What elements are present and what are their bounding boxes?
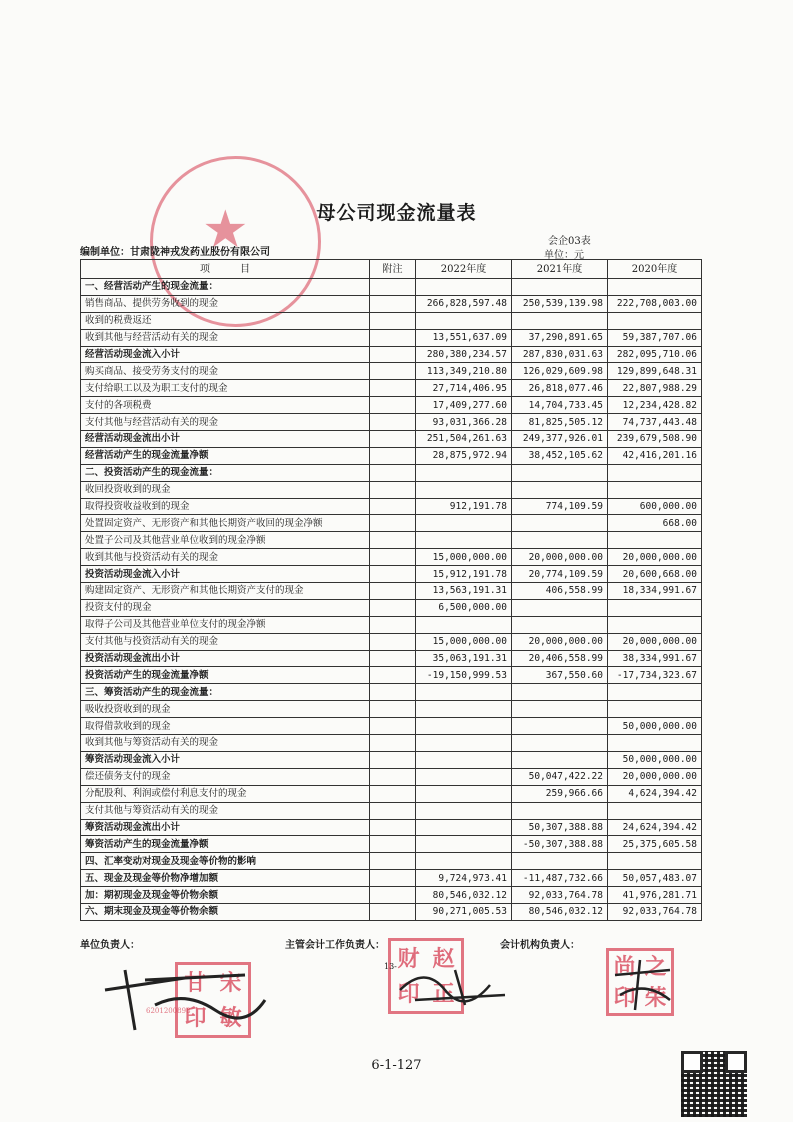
accounting-dept-head-signature-label: 会计机构负责人： <box>500 940 580 951</box>
page-mark: 13- <box>384 962 397 971</box>
row-note <box>370 903 416 920</box>
row-label: 二、投资活动产生的现金流量： <box>81 464 370 481</box>
row-label: 收到其他与投资活动有关的现金 <box>81 549 370 566</box>
row-note <box>370 802 416 819</box>
row-value-2020: 38,334,991.67 <box>608 650 702 667</box>
row-label: 支付的各项税费 <box>81 397 370 414</box>
row-value-2020: 222,708,003.00 <box>608 295 702 312</box>
row-value-2022 <box>416 751 512 768</box>
handwritten-signature-1 <box>95 950 275 1040</box>
row-value-2020 <box>608 481 702 498</box>
handwritten-signature-3 <box>610 955 680 1015</box>
row-label: 投资支付的现金 <box>81 599 370 616</box>
row-value-2022 <box>416 684 512 701</box>
company-name: 编制单位：甘肃陇神戎发药业股份有限公司 <box>80 247 270 258</box>
row-value-2020: 12,234,428.82 <box>608 397 702 414</box>
row-value-2021: 20,406,558.99 <box>512 650 608 667</box>
row-note <box>370 751 416 768</box>
row-value-2021 <box>512 701 608 718</box>
row-value-2022: 9,724,973.41 <box>416 870 512 887</box>
row-label: 四、汇率变动对现金及现金等价物的影响 <box>81 853 370 870</box>
table-row <box>81 853 702 870</box>
row-value-2022 <box>416 279 512 296</box>
row-value-2021: -11,487,732.66 <box>512 870 608 887</box>
row-label: 取得投资收益收到的现金 <box>81 498 370 515</box>
row-note <box>370 346 416 363</box>
table-row <box>81 599 702 616</box>
row-value-2021 <box>512 312 608 329</box>
row-value-2021: 37,290,891.65 <box>512 329 608 346</box>
row-label: 支付其他与经营活动有关的现金 <box>81 414 370 431</box>
row-note <box>370 279 416 296</box>
table-row <box>81 751 702 768</box>
table-row <box>81 279 702 296</box>
row-value-2021 <box>512 751 608 768</box>
header-item: 项 目 <box>81 260 370 279</box>
table-row <box>81 735 702 752</box>
row-note <box>370 735 416 752</box>
table-row <box>81 836 702 853</box>
row-value-2021: 81,825,505.12 <box>512 414 608 431</box>
row-label: 筹资活动现金流出小计 <box>81 819 370 836</box>
row-label: 收回投资收到的现金 <box>81 481 370 498</box>
table-row <box>81 312 702 329</box>
row-value-2021: 20,774,109.59 <box>512 566 608 583</box>
row-label: 支付其他与筹资活动有关的现金 <box>81 802 370 819</box>
row-note <box>370 481 416 498</box>
row-value-2021 <box>512 481 608 498</box>
row-value-2021: 38,452,105.62 <box>512 447 608 464</box>
table-row <box>81 583 702 600</box>
row-note <box>370 887 416 904</box>
handwritten-signature-2 <box>395 955 515 1015</box>
seal-serial: 6201200898 <box>146 1007 191 1015</box>
row-note <box>370 684 416 701</box>
row-value-2022: 90,271,005.53 <box>416 903 512 920</box>
row-value-2021 <box>512 279 608 296</box>
personal-seal-2: 财 赵 印 正 <box>388 938 464 1014</box>
row-value-2020 <box>608 279 702 296</box>
row-value-2022 <box>416 836 512 853</box>
row-note <box>370 464 416 481</box>
table-row <box>81 549 702 566</box>
row-label: 处置子公司及其他营业单位收到的现金净额 <box>81 532 370 549</box>
table-row <box>81 718 702 735</box>
table-row <box>81 566 702 583</box>
row-value-2020 <box>608 853 702 870</box>
row-label: 购买商品、接受劳务支付的现金 <box>81 363 370 380</box>
row-value-2022: 251,504,261.63 <box>416 431 512 448</box>
row-value-2021: 126,029,609.98 <box>512 363 608 380</box>
row-value-2020: 50,000,000.00 <box>608 751 702 768</box>
row-value-2021 <box>512 515 608 532</box>
row-value-2022: 266,828,597.48 <box>416 295 512 312</box>
row-value-2022 <box>416 853 512 870</box>
row-label: 销售商品、提供劳务收到的现金 <box>81 295 370 312</box>
row-value-2020: 25,375,605.58 <box>608 836 702 853</box>
table-row <box>81 481 702 498</box>
row-note <box>370 650 416 667</box>
table-row <box>81 515 702 532</box>
row-label: 加：期初现金及现金等价物余额 <box>81 887 370 904</box>
row-value-2022: 28,875,972.94 <box>416 447 512 464</box>
header-note: 附注 <box>370 260 416 279</box>
table-row <box>81 650 702 667</box>
row-note <box>370 431 416 448</box>
row-value-2020 <box>608 532 702 549</box>
row-value-2020: 4,624,394.42 <box>608 785 702 802</box>
row-label: 筹资活动现金流入小计 <box>81 751 370 768</box>
row-value-2022: 280,380,234.57 <box>416 346 512 363</box>
row-value-2021: 14,704,733.45 <box>512 397 608 414</box>
document-title: 母公司现金流量表 <box>316 202 477 224</box>
row-note <box>370 599 416 616</box>
row-value-2021: 250,539,139.98 <box>512 295 608 312</box>
table-row <box>81 701 702 718</box>
row-note <box>370 397 416 414</box>
table-row <box>81 363 702 380</box>
row-label: 支付给职工以及为职工支付的现金 <box>81 380 370 397</box>
row-value-2020 <box>608 802 702 819</box>
table-row <box>81 870 702 887</box>
personal-seal-1: 甘 宋 印 敏 <box>175 962 251 1038</box>
row-label: 购建固定资产、无形资产和其他长期资产支付的现金 <box>81 583 370 600</box>
row-value-2021 <box>512 718 608 735</box>
row-value-2020 <box>608 684 702 701</box>
table-row <box>81 768 702 785</box>
row-value-2020: 22,807,988.29 <box>608 380 702 397</box>
row-label: 收到其他与筹资活动有关的现金 <box>81 735 370 752</box>
row-value-2020 <box>608 599 702 616</box>
row-value-2022: 13,551,637.09 <box>416 329 512 346</box>
row-value-2021 <box>512 616 608 633</box>
table-row <box>81 380 702 397</box>
row-note <box>370 785 416 802</box>
row-value-2020: 74,737,443.48 <box>608 414 702 431</box>
row-note <box>370 295 416 312</box>
row-value-2021 <box>512 464 608 481</box>
qr-code-icon <box>681 1051 747 1117</box>
row-value-2021: 80,546,032.12 <box>512 903 608 920</box>
table-row <box>81 397 702 414</box>
row-value-2022 <box>416 785 512 802</box>
table-row <box>81 414 702 431</box>
row-note <box>370 667 416 684</box>
row-value-2022: 15,000,000.00 <box>416 549 512 566</box>
row-value-2020: 18,334,991.67 <box>608 583 702 600</box>
table-row <box>81 295 702 312</box>
row-value-2020: 20,000,000.00 <box>608 768 702 785</box>
table-row <box>81 498 702 515</box>
row-value-2022 <box>416 464 512 481</box>
row-note <box>370 380 416 397</box>
row-value-2022: 93,031,366.28 <box>416 414 512 431</box>
row-label: 偿还债务支付的现金 <box>81 768 370 785</box>
row-value-2022: 13,563,191.31 <box>416 583 512 600</box>
row-note <box>370 870 416 887</box>
row-value-2020 <box>608 616 702 633</box>
row-value-2020: 20,600,668.00 <box>608 566 702 583</box>
row-value-2022: -19,150,999.53 <box>416 667 512 684</box>
form-code: 会企03表 <box>548 236 591 247</box>
row-label: 投资活动产生的现金流量净额 <box>81 667 370 684</box>
row-value-2021: 774,109.59 <box>512 498 608 515</box>
row-value-2022: 6,500,000.00 <box>416 599 512 616</box>
row-label: 吸收投资收到的现金 <box>81 701 370 718</box>
row-value-2020: 282,095,710.06 <box>608 346 702 363</box>
table-row <box>81 447 702 464</box>
table-header-row <box>81 260 702 279</box>
accounting-head-signature-label: 主管会计工作负责人： <box>285 940 385 951</box>
row-note <box>370 363 416 380</box>
table-row <box>81 903 702 920</box>
row-note <box>370 616 416 633</box>
row-value-2020: 92,033,764.78 <box>608 903 702 920</box>
row-value-2022: 80,546,032.12 <box>416 887 512 904</box>
row-value-2022 <box>416 532 512 549</box>
row-value-2020: 50,000,000.00 <box>608 718 702 735</box>
row-value-2021 <box>512 853 608 870</box>
row-note <box>370 718 416 735</box>
row-value-2022 <box>416 701 512 718</box>
row-label: 分配股利、利润或偿付利息支付的现金 <box>81 785 370 802</box>
row-value-2022 <box>416 515 512 532</box>
row-note <box>370 633 416 650</box>
table-row <box>81 819 702 836</box>
row-value-2022 <box>416 768 512 785</box>
header-2020: 2020年度 <box>608 260 702 279</box>
table-row <box>81 887 702 904</box>
seal-star-icon: ★ <box>202 200 249 260</box>
row-value-2022 <box>416 819 512 836</box>
table-row <box>81 346 702 363</box>
page-number: 6-1-127 <box>371 1058 422 1073</box>
row-value-2022 <box>416 616 512 633</box>
header-2022: 2022年度 <box>416 260 512 279</box>
row-note <box>370 549 416 566</box>
row-value-2022: 15,912,191.78 <box>416 566 512 583</box>
row-value-2022: 15,000,000.00 <box>416 633 512 650</box>
table-row <box>81 684 702 701</box>
row-value-2021 <box>512 735 608 752</box>
row-value-2020: 668.00 <box>608 515 702 532</box>
row-value-2020: 42,416,201.16 <box>608 447 702 464</box>
row-label: 投资活动现金流出小计 <box>81 650 370 667</box>
row-note <box>370 836 416 853</box>
row-note <box>370 819 416 836</box>
row-value-2022: 35,063,191.31 <box>416 650 512 667</box>
row-label: 一、经营活动产生的现金流量： <box>81 279 370 296</box>
row-value-2020: 239,679,508.90 <box>608 431 702 448</box>
row-value-2021: 50,047,422.22 <box>512 768 608 785</box>
row-value-2020 <box>608 735 702 752</box>
row-value-2020: 600,000.00 <box>608 498 702 515</box>
row-value-2020: 50,057,483.07 <box>608 870 702 887</box>
row-label: 三、筹资活动产生的现金流量： <box>81 684 370 701</box>
personal-seal-3: 尚 之 印 荣 <box>606 948 674 1016</box>
header-2021: 2021年度 <box>512 260 608 279</box>
row-value-2022 <box>416 718 512 735</box>
row-note <box>370 515 416 532</box>
row-value-2022 <box>416 481 512 498</box>
row-value-2021: 287,830,031.63 <box>512 346 608 363</box>
unit-head-signature-label: 单位负责人： <box>80 940 140 951</box>
row-value-2022 <box>416 802 512 819</box>
row-value-2020: -17,734,323.67 <box>608 667 702 684</box>
row-label: 经营活动现金流出小计 <box>81 431 370 448</box>
row-value-2021 <box>512 599 608 616</box>
cash-flow-table <box>80 259 702 921</box>
row-note <box>370 583 416 600</box>
table-row <box>81 802 702 819</box>
row-value-2020 <box>608 312 702 329</box>
row-note <box>370 329 416 346</box>
row-note <box>370 414 416 431</box>
table-row <box>81 633 702 650</box>
table-row <box>81 785 702 802</box>
row-label: 支付其他与投资活动有关的现金 <box>81 633 370 650</box>
table-row <box>81 532 702 549</box>
table-row <box>81 431 702 448</box>
row-value-2021 <box>512 802 608 819</box>
row-label: 五、现金及现金等价物净增加额 <box>81 870 370 887</box>
table-row <box>81 616 702 633</box>
row-value-2020 <box>608 701 702 718</box>
table-row <box>81 329 702 346</box>
row-note <box>370 312 416 329</box>
row-value-2021 <box>512 684 608 701</box>
table-row <box>81 464 702 481</box>
row-value-2022 <box>416 735 512 752</box>
row-value-2021 <box>512 532 608 549</box>
row-note <box>370 853 416 870</box>
row-value-2021: 50,307,388.88 <box>512 819 608 836</box>
row-value-2021: 20,000,000.00 <box>512 549 608 566</box>
row-label: 取得子公司及其他营业单位支付的现金净额 <box>81 616 370 633</box>
row-value-2020: 20,000,000.00 <box>608 633 702 650</box>
row-value-2021: 249,377,926.01 <box>512 431 608 448</box>
unit-label: 单位：元 <box>544 250 584 261</box>
row-value-2022: 912,191.78 <box>416 498 512 515</box>
row-value-2021: 406,558.99 <box>512 583 608 600</box>
table-row <box>81 667 702 684</box>
row-label: 收到其他与经营活动有关的现金 <box>81 329 370 346</box>
row-value-2021: -50,307,388.88 <box>512 836 608 853</box>
row-value-2021: 259,966.66 <box>512 785 608 802</box>
row-label: 六、期末现金及现金等价物余额 <box>81 903 370 920</box>
row-note <box>370 701 416 718</box>
row-note <box>370 532 416 549</box>
row-value-2022 <box>416 312 512 329</box>
row-label: 取得借款收到的现金 <box>81 718 370 735</box>
row-value-2020: 59,387,707.06 <box>608 329 702 346</box>
row-value-2022: 17,409,277.60 <box>416 397 512 414</box>
row-value-2021: 26,818,077.46 <box>512 380 608 397</box>
row-value-2022: 27,714,406.95 <box>416 380 512 397</box>
row-note <box>370 566 416 583</box>
row-label: 处置固定资产、无形资产和其他长期资产收回的现金净额 <box>81 515 370 532</box>
row-note <box>370 498 416 515</box>
row-value-2020 <box>608 464 702 481</box>
row-label: 收到的税费返还 <box>81 312 370 329</box>
row-label: 投资活动现金流入小计 <box>81 566 370 583</box>
row-value-2021: 92,033,764.78 <box>512 887 608 904</box>
row-label: 筹资活动产生的现金流量净额 <box>81 836 370 853</box>
row-value-2020: 129,899,648.31 <box>608 363 702 380</box>
row-note <box>370 768 416 785</box>
row-value-2022: 113,349,210.80 <box>416 363 512 380</box>
row-label: 经营活动现金流入小计 <box>81 346 370 363</box>
row-note <box>370 447 416 464</box>
row-label: 经营活动产生的现金流量净额 <box>81 447 370 464</box>
row-value-2020: 24,624,394.42 <box>608 819 702 836</box>
row-value-2021: 367,550.60 <box>512 667 608 684</box>
row-value-2021: 20,000,000.00 <box>512 633 608 650</box>
row-value-2020: 41,976,281.71 <box>608 887 702 904</box>
row-value-2020: 20,000,000.00 <box>608 549 702 566</box>
